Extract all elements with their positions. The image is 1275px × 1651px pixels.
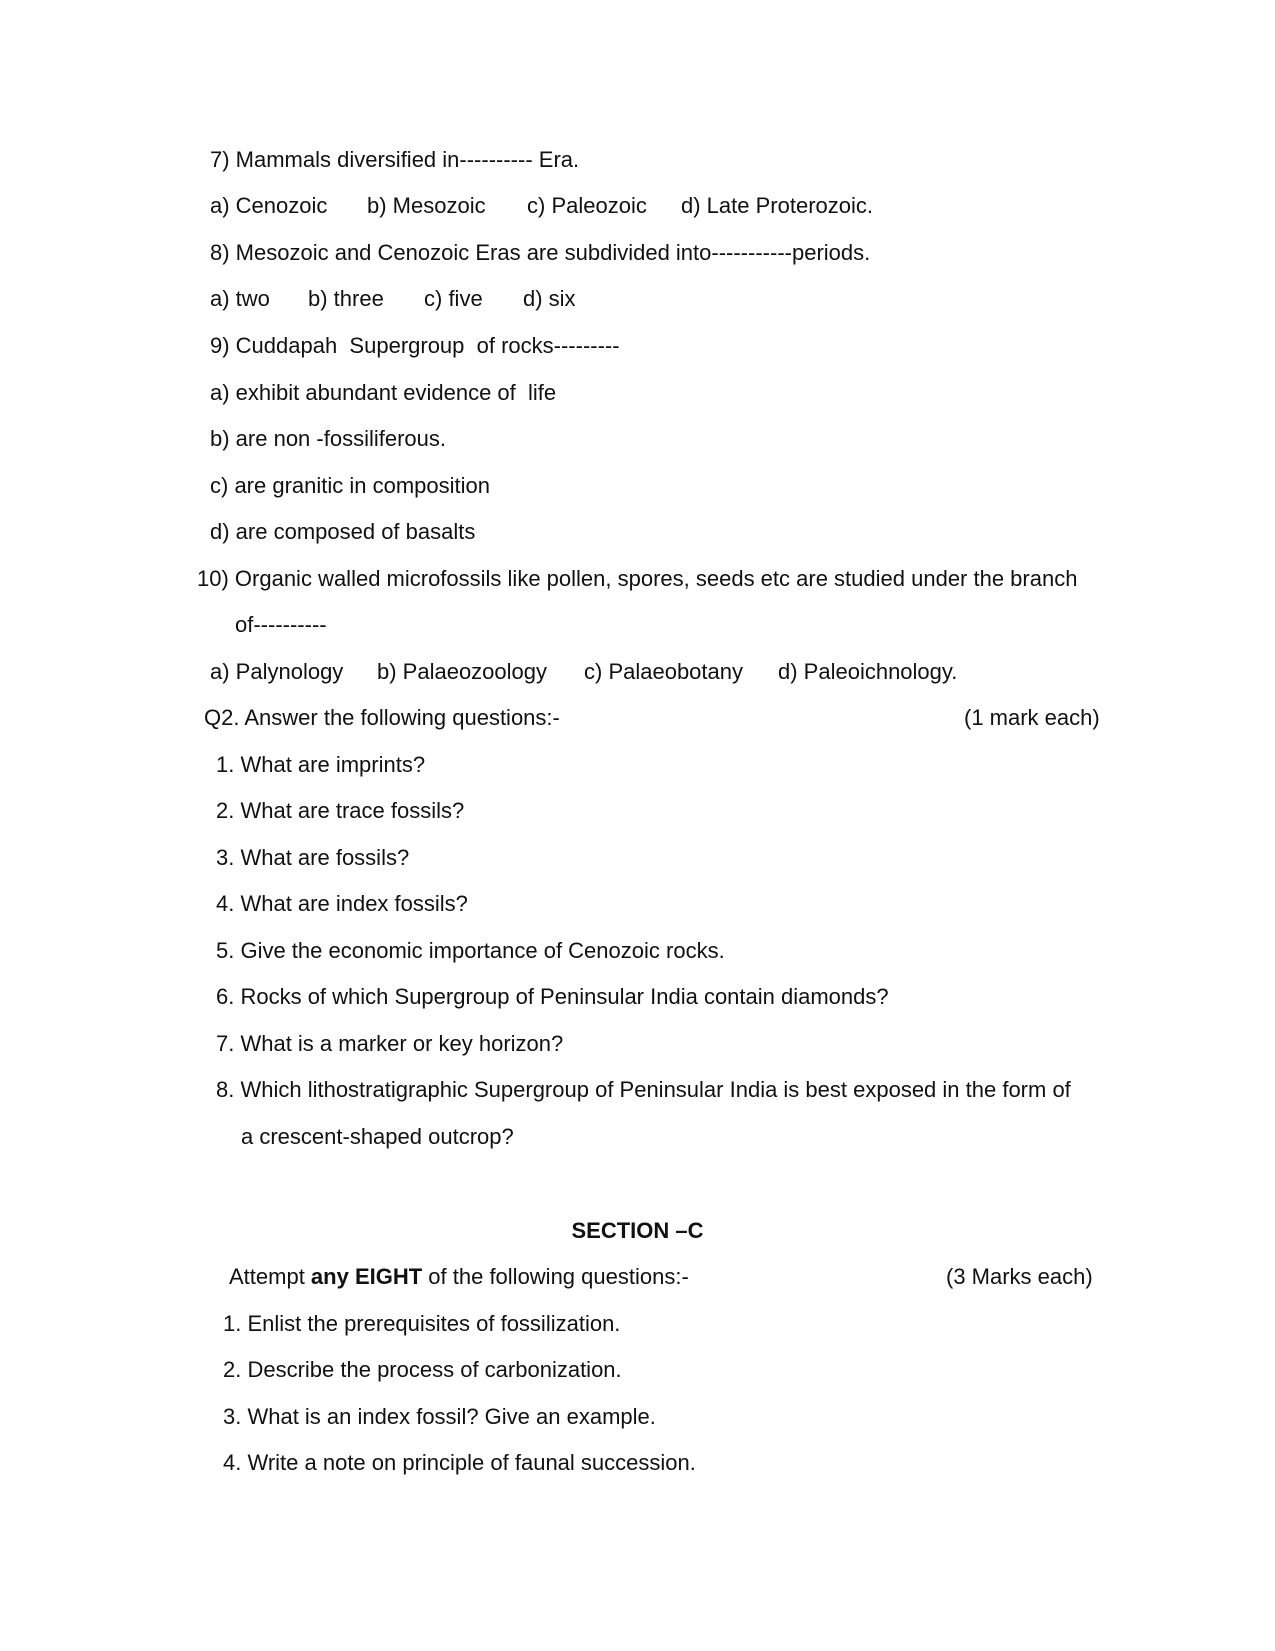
q2-item-4: 4. What are index fossils? (216, 891, 468, 916)
section-c-item-3: 3. What is an index fossil? Give an example. (223, 1404, 656, 1429)
q2-item-1: 1. What are imprints? (216, 752, 426, 777)
q2-heading: Q2. Answer the following questions:- (204, 705, 560, 730)
q8-option-c: c) five (424, 286, 483, 311)
section-c-marks: (3 Marks each) (946, 1264, 1093, 1289)
section-c-item-4: 4. Write a note on principle of faunal succession. (223, 1450, 696, 1475)
q9-option-c: c) are granitic in composition (210, 473, 491, 498)
q2-item-7: 7. What is a marker or key horizon? (216, 1031, 564, 1056)
q7-option-d: d) Late Proterozoic. (681, 193, 873, 218)
q9-option-b: b) are non -fossiliferous. (210, 426, 446, 451)
q7-option-a: a) Cenozoic (210, 193, 328, 218)
q7-stem: 7) Mammals diversified in---------- Era. (210, 147, 580, 172)
q9-option-a: a) exhibit abundant evidence of life (210, 380, 557, 405)
q2-item-5: 5. Give the economic importance of Cenozoic rocks. (216, 938, 725, 963)
q8-option-b: b) three (308, 286, 384, 311)
section-c-item-2: 2. Describe the process of carbonization. (223, 1357, 622, 1382)
section-c-title: SECTION –C (571, 1218, 704, 1243)
q9-stem: 9) Cuddapah Supergroup of rocks--------- (210, 333, 620, 358)
q2-item-8: 8. Which lithostratigraphic Supergroup of Peninsular India is best exposed in the form of (216, 1077, 1071, 1102)
q8-option-d: d) six (523, 286, 576, 311)
q2-item-8-continued: a crescent-shaped outcrop? (241, 1124, 514, 1149)
q9-option-d: d) are composed of basalts (210, 519, 476, 544)
q10-stem-line1: 10) Organic walled microfossils like pollen, spores, seeds etc are studied under the branch (197, 566, 1078, 591)
q10-stem-line2: of---------- (235, 612, 327, 637)
q7-option-b: b) Mesozoic (367, 193, 486, 218)
section-c-instruction (229, 1264, 689, 1290)
q10-option-d: d) Paleoichnology. (778, 659, 958, 684)
q10-option-b: b) Palaeozoology (377, 659, 548, 684)
instruction-bold: any EIGHT (310, 1264, 423, 1289)
q2-item-6: 6. Rocks of which Supergroup of Peninsular India contain diamonds? (216, 984, 889, 1009)
q2-marks: (1 mark each) (964, 705, 1100, 730)
q2-item-3: 3. What are fossils? (216, 845, 410, 870)
q8-stem: 8) Mesozoic and Cenozoic Eras are subdivided into-----------periods. (210, 240, 871, 265)
q10-option-a: a) Palynology (210, 659, 344, 684)
q2-item-2: 2. What are trace fossils? (216, 798, 465, 823)
section-c-item-1: 1. Enlist the prerequisites of fossilization. (223, 1311, 621, 1336)
q10-option-c: c) Palaeobotany (584, 659, 743, 684)
instruction-post: of the following questions:- (422, 1264, 689, 1289)
instruction-pre: Attempt (229, 1264, 311, 1289)
q7-option-c: c) Paleozoic (527, 193, 647, 218)
q8-option-a: a) two (210, 286, 270, 311)
